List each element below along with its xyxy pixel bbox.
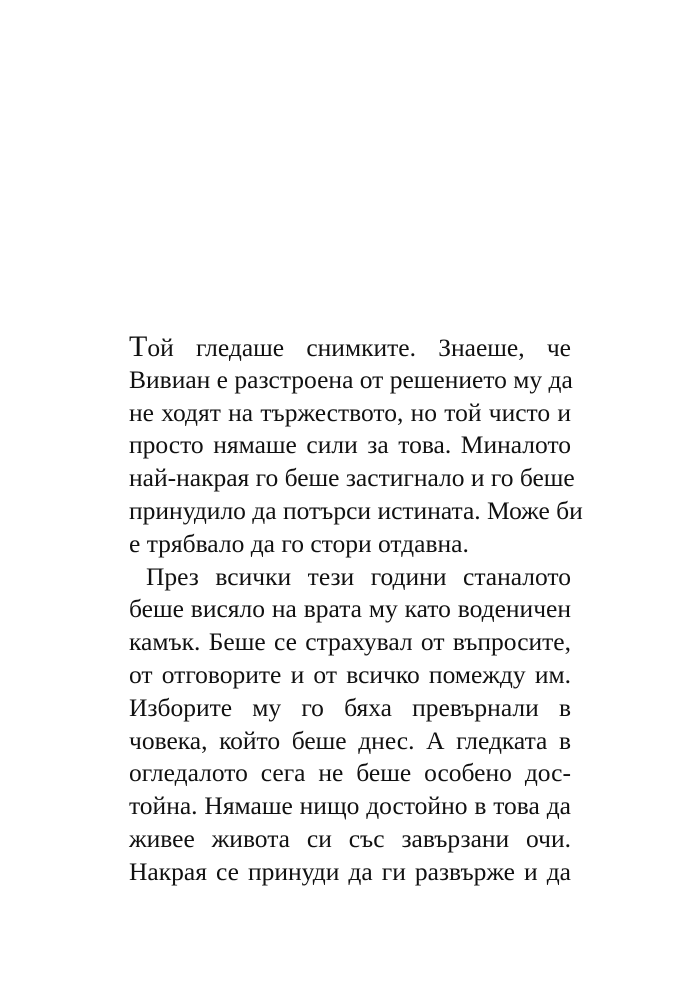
text-line: тойна. Нямаше нищо достойно в това да — [129, 791, 571, 821]
text-line: най-накрая го беше застигнало и го беше — [129, 463, 575, 493]
text-line: Вивиан е разстроена от решението му да — [129, 364, 573, 394]
text-line: човека, който беше днес. А гледката в — [129, 725, 571, 755]
text-line: Изборите му го бяха превърнали в — [129, 692, 571, 722]
text-line: беше висяло на врата му като воденичен — [129, 594, 571, 624]
text-line: не ходят на тържеството, но той чисто и — [129, 397, 571, 427]
text-line: През всички тези години станалото — [146, 561, 571, 591]
body-text — [129, 330, 583, 921]
drop-cap-letter: Т — [129, 330, 148, 363]
text-line: огледалото сега не беше особено дос- — [129, 758, 571, 788]
text-line: от отговорите и от всичко помежду им. — [129, 659, 571, 689]
text-line: Накрая се принуди да ги развърже и да — [129, 856, 571, 886]
text-line: е трябвало да го стори отдавна. — [129, 528, 469, 558]
text-line: живее живота си със завързани очи. — [129, 823, 571, 853]
text-line: камък. Беше се страхувал от въпросите, — [129, 627, 571, 657]
paragraph-2 — [129, 561, 571, 922]
text-line — [129, 889, 571, 922]
text-line: просто нямаше сили за това. Миналото — [129, 430, 571, 460]
text-line: Той гледаше снимките. Знаеше, че — [129, 330, 571, 363]
paragraph-1 — [129, 330, 583, 561]
text-line: принудило да потърси истината. Може би — [129, 495, 583, 525]
